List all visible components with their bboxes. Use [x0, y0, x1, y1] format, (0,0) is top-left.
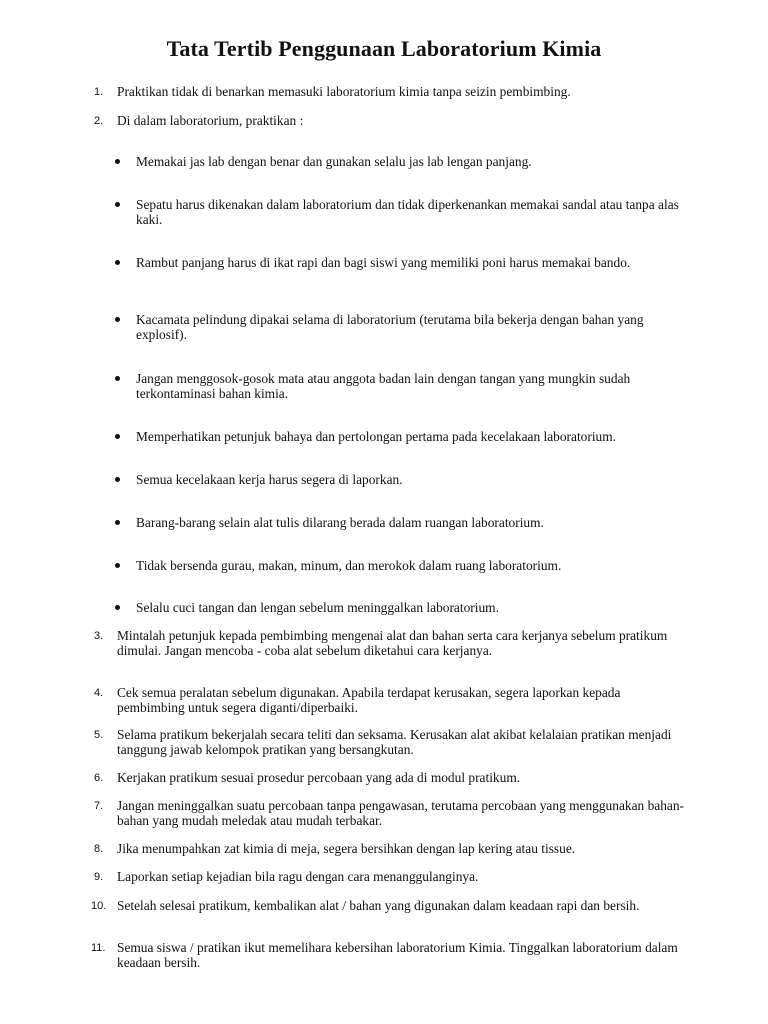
rule-text: Laporkan setiap kejadian bila ragu dengan cara menanggulanginya.: [117, 869, 479, 884]
bullet-dot-icon: [115, 376, 120, 381]
rule-number: 3.: [94, 630, 104, 642]
rule-number: 10.: [91, 900, 107, 912]
rule-number: 11.: [91, 942, 106, 954]
rule-number: 6.: [94, 772, 104, 784]
bullet-dot-icon: [115, 159, 120, 164]
rule-text: Di dalam laboratorium, praktikan :: [117, 113, 304, 128]
rule-number: 8.: [94, 843, 104, 855]
bullet-dot-icon: [115, 202, 120, 207]
rule-number: 4.: [94, 687, 104, 699]
rule-text: Selama pratikum bekerjalah secara teliti dan seksama. Kerusakan alat akibat kelalaian pratikan menjadi tanggung jawab kelompok pratikan yang bersangkutan.: [117, 727, 672, 757]
bullet-text: Sepatu harus dikenakan dalam laboratorium dan tidak diperkenankan memakai sandal atau tanpa alas kaki.: [136, 197, 679, 227]
bullet-dot-icon: [115, 605, 120, 610]
bullet-dot-icon: [115, 563, 120, 568]
bullet-text: Memakai jas lab dengan benar dan gunakan selalu jas lab lengan panjang.: [136, 154, 532, 169]
bullet-text: Jangan menggosok-gosok mata atau anggota badan lain dengan tangan yang mungkin sudah terkontaminasi bahan kimia.: [136, 371, 631, 401]
bullet-text: Semua kecelakaan kerja harus segera di laporkan.: [136, 472, 403, 487]
rule-text: Cek semua peralatan sebelum digunakan. Apabila terdapat kerusakan, segera laporkan kepada pembimbing untuk segera diganti/diperbaiki.: [117, 685, 621, 715]
rule-number: 1.: [94, 86, 104, 98]
bullet-text: Selalu cuci tangan dan lengan sebelum meninggalkan laboratorium.: [136, 600, 499, 615]
bullet-dot-icon: [115, 477, 120, 482]
bullet-dot-icon: [115, 520, 120, 525]
bullet-text: Kacamata pelindung dipakai selama di laboratorium (terutama bila bekerja dengan bahan yang explosif).: [136, 312, 644, 342]
rule-number: 7.: [94, 800, 104, 812]
bullet-text: Memperhatikan petunjuk bahaya dan pertolongan pertama pada kecelakaan laboratorium.: [136, 429, 617, 444]
rule-text: Jika menumpahkan zat kimia di meja, segera bersihkan dengan lap kering atau tissue.: [117, 841, 576, 856]
rule-number: 9.: [94, 871, 104, 883]
bullet-dot-icon: [115, 434, 120, 439]
rule-text: Mintalah petunjuk kepada pembimbing mengenai alat dan bahan serta cara kerjanya sebelum pratikum dimulai. Jangan mencoba - coba alat sebelum diketahui cara kerjanya.: [117, 628, 668, 658]
rule-text: Setelah selesai pratikum, kembalikan alat / bahan yang digunakan dalam keadaan rapi dan bersih.: [117, 898, 640, 913]
rule-text: Praktikan tidak di benarkan memasuki laboratorium kimia tanpa seizin pembimbing.: [117, 84, 571, 99]
bullet-dot-icon: [115, 317, 120, 322]
document-title: Tata Tertib Penggunaan Laboratorium Kimia: [166, 36, 602, 61]
bullet-text: Rambut panjang harus di ikat rapi dan bagi siswi yang memiliki poni harus memakai bando.: [136, 255, 631, 270]
rule-number: 5.: [94, 729, 104, 741]
bullet-text: Tidak bersenda gurau, makan, minum, dan merokok dalam ruang laboratorium.: [136, 558, 562, 573]
bullet-text: Barang-barang selain alat tulis dilarang berada dalam ruangan laboratorium.: [136, 515, 544, 530]
rule-text: Jangan meninggalkan suatu percobaan tanpa pengawasan, terutama percobaan yang menggunakan bahan-bahan yang mudah meledak atau mudah terbakar.: [117, 798, 685, 828]
rule-number: 2.: [94, 115, 104, 127]
rule-text: Kerjakan pratikum sesuai prosedur percobaan yang ada di modul pratikum.: [117, 770, 521, 785]
rule-text: Semua siswa / pratikan ikut memelihara kebersihan laboratorium Kimia. Tinggalkan laboratorium dalam keadaan bersih.: [117, 940, 678, 970]
bullet-dot-icon: [115, 260, 120, 265]
